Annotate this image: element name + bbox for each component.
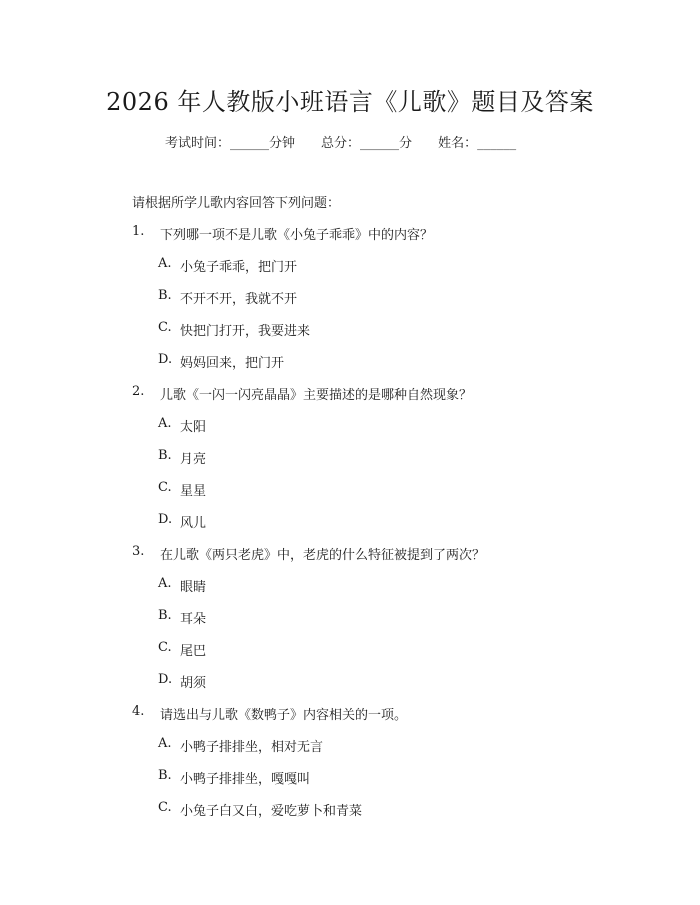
exam-meta-line — [165, 132, 516, 151]
question-number: 1. — [132, 224, 145, 239]
instruction-text: 请根据所学儿歌内容回答下列问题： — [132, 196, 341, 211]
option-text: 胡须 — [180, 676, 207, 691]
question-text: 请选出与儿歌《数鸭子》内容相关的一项。 — [160, 708, 408, 723]
option-text: 眼睛 — [180, 580, 207, 595]
option-text: 快把门打开，我要进来 — [180, 324, 311, 339]
question-text: 下列哪一项不是儿歌《小兔子乖乖》中的内容？ — [160, 228, 434, 243]
option-text: 尾巴 — [180, 644, 207, 659]
option-text: 妈妈回来，把门开 — [180, 356, 285, 371]
option-letter: B. — [158, 288, 172, 303]
time-unit: 分钟 — [269, 136, 296, 151]
question-number: 4. — [132, 704, 145, 719]
name-label: 姓名： — [438, 136, 478, 151]
option-letter: A. — [158, 256, 172, 271]
time-blank: ______ — [230, 136, 270, 151]
option-letter: D. — [158, 512, 173, 527]
option-text: 不开不开，我就不开 — [180, 292, 298, 307]
option-letter: A. — [158, 576, 172, 591]
option-letter: D. — [158, 672, 173, 687]
score-unit: 分 — [399, 136, 413, 151]
option-text: 星星 — [180, 484, 207, 499]
option-letter: B. — [158, 448, 172, 463]
option-letter: A. — [158, 416, 172, 431]
name-blank: ______ — [477, 136, 517, 151]
question-text: 在儿歌《两只老虎》中，老虎的什么特征被提到了两次？ — [160, 548, 486, 563]
option-text: 月亮 — [180, 452, 207, 467]
option-text: 小兔子乖乖，把门开 — [180, 260, 298, 275]
option-text: 耳朵 — [180, 612, 207, 627]
option-letter: A. — [158, 736, 172, 751]
page-title: 2026 年人教版小班语言《儿歌》题目及答案 — [106, 88, 594, 116]
time-label: 考试时间： — [165, 136, 231, 151]
option-letter: B. — [158, 608, 172, 623]
option-text: 小兔子白又白，爱吃萝卜和青菜 — [180, 804, 363, 819]
question-number: 3. — [132, 544, 145, 559]
question-number: 2. — [132, 384, 145, 399]
option-text: 小鸭子排排坐，相对无言 — [180, 740, 324, 755]
option-letter: B. — [158, 768, 172, 783]
option-letter: C. — [158, 320, 172, 335]
option-text: 小鸭子排排坐，嘎嘎叫 — [180, 772, 311, 787]
option-letter: D. — [158, 352, 173, 367]
option-text: 太阳 — [180, 420, 207, 435]
option-letter: C. — [158, 480, 172, 495]
question-text: 儿歌《一闪一闪亮晶晶》主要描述的是哪种自然现象？ — [160, 388, 473, 403]
option-letter: C. — [158, 800, 172, 815]
option-text: 风儿 — [180, 516, 207, 531]
option-letter: C. — [158, 640, 172, 655]
score-blank: ______ — [360, 136, 400, 151]
score-label: 总分： — [321, 136, 361, 151]
